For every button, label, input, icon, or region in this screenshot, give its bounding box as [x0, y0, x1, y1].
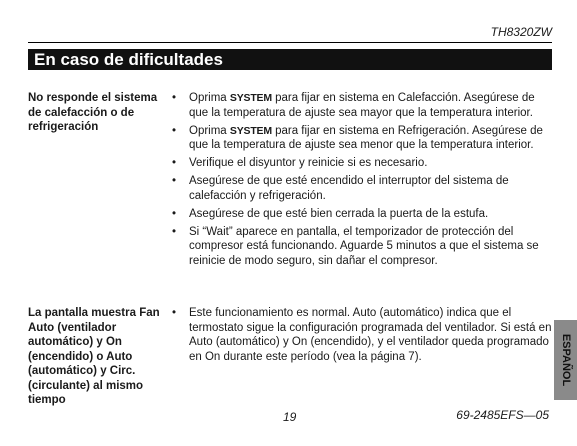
problem-label: La pantalla muestra Fan Auto (ventilador automático) y On (encendido) o Auto (automático) y Circ. (circulante) al mismo tiempo [28, 307, 160, 406]
solution-item: • Oprima SYSTEM para fijar en sistema en Calefacción. Asegúrese de que la temperatura de ajuste sea mayor que la temperatura interior. [172, 92, 535, 119]
solution-list [172, 91, 552, 272]
solution-item: • Verifique el disyuntor y reinicie si es necesario. [172, 157, 428, 169]
bullet-icon: • [172, 307, 177, 319]
model-number: TH8320ZW [490, 25, 552, 39]
solution-list [172, 306, 552, 368]
page-number: 19 [283, 410, 297, 424]
system-key-label: SYSTEM [229, 92, 272, 104]
document-number: 69-2485EFS—05 [456, 408, 549, 422]
bullet-icon: • [172, 175, 177, 187]
language-tab-label: ESPAÑOL [559, 333, 572, 387]
bullet-icon: • [172, 124, 177, 137]
bullet-icon: • [172, 207, 177, 220]
language-tab [554, 320, 577, 400]
solution-item: • Asegúrese de que esté encendido el interruptor del sistema de calefacción y refrigeración. [172, 175, 509, 202]
solution-item: • Si “Wait” aparece en pantalla, el temporizador de protección del compresor está funcionando. Aguarde 5 minutos a que el sistema se reinicie de modo seguro, sin dañar el compresor. [172, 225, 539, 267]
bullet-icon: • [172, 225, 177, 238]
solution-item: • Este funcionamiento es normal. Auto (automático) indica que el termostato sigue la configuración programada del ventilador. Si está en Auto (automático) y On (encendido), y el ventilador queda programado en On durante este período (vea la página 7). [172, 307, 552, 363]
section-title: En caso de dificultades [28, 49, 552, 70]
problem-label: No responde el sistema de calefacción o de refrigeración [28, 92, 158, 133]
solution-item: • Asegúrese de que esté bien cerrada la puerta de la estufa. [172, 207, 489, 220]
header-divider [28, 42, 552, 43]
bullet-icon: • [172, 92, 177, 104]
bullet-icon: • [172, 157, 177, 169]
system-key-label: SYSTEM [229, 124, 272, 137]
solution-item: • Oprima SYSTEM para fijar en sistema en Refrigeración. Asegúrese de que la temperatura de ajuste sea menor que la temperatura interior. [172, 124, 543, 151]
